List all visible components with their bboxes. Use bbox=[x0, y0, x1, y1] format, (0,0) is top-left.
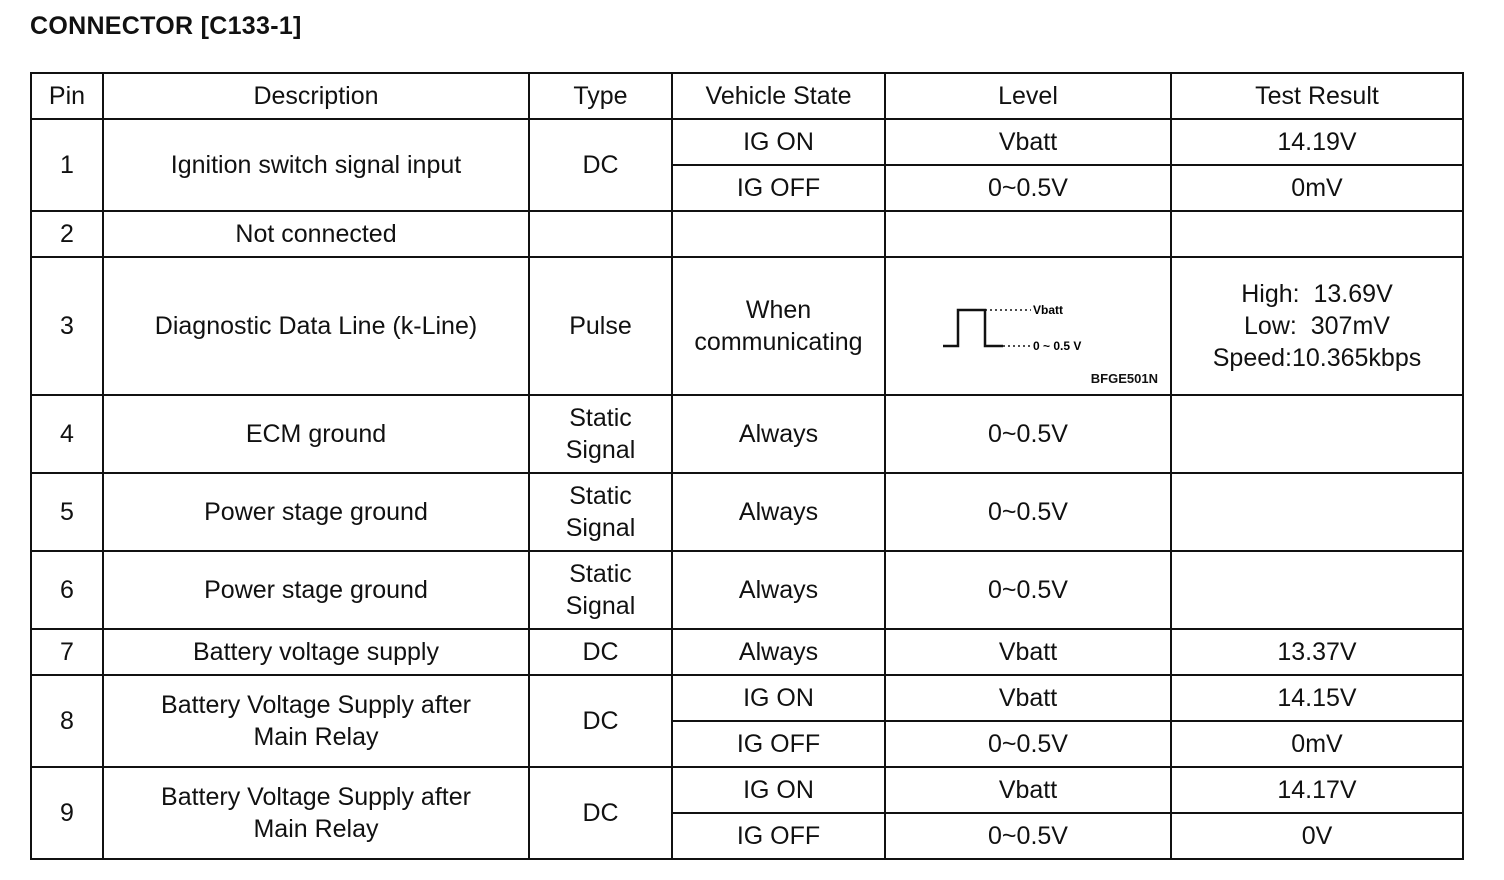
test-result-line: Low: 307mV bbox=[1244, 312, 1390, 340]
type-cell: DC bbox=[529, 675, 672, 767]
type-line: Static bbox=[569, 560, 632, 588]
vehicle-state-cell: IG OFF bbox=[672, 813, 885, 859]
type-line: Static bbox=[569, 482, 632, 510]
pin-cell: 9 bbox=[31, 767, 103, 859]
test-result-cell bbox=[1171, 211, 1463, 257]
description-line: Main Relay bbox=[253, 723, 379, 751]
vehicle-state-cell: Always bbox=[672, 629, 885, 675]
description-cell: Not connected bbox=[103, 211, 529, 257]
description-line: Main Relay bbox=[253, 815, 379, 843]
header-vehicle-state: Vehicle State bbox=[672, 73, 885, 119]
table-row bbox=[31, 675, 1463, 721]
vehicle-state-line: When bbox=[745, 296, 812, 324]
vehicle-state-cell: IG ON bbox=[672, 675, 885, 721]
test-result-cell: 14.17V bbox=[1171, 767, 1463, 813]
test-result-cell: 0mV bbox=[1171, 165, 1463, 211]
pulse-waveform-line bbox=[943, 310, 1003, 346]
level-cell: Vbatt bbox=[885, 629, 1171, 675]
pin-cell: 1 bbox=[31, 119, 103, 211]
table-row bbox=[31, 629, 1463, 675]
type-cell bbox=[529, 395, 672, 473]
level-cell: 0~0.5V bbox=[885, 473, 1171, 551]
level-cell: 0~0.5V bbox=[885, 813, 1171, 859]
table-row bbox=[31, 767, 1463, 813]
pin-cell: 7 bbox=[31, 629, 103, 675]
level-cell: Vbatt bbox=[885, 119, 1171, 165]
level-cell: 0~0.5V bbox=[885, 165, 1171, 211]
test-result-cell bbox=[1171, 473, 1463, 551]
pulse-waveform-diagram bbox=[933, 286, 1123, 366]
type-cell bbox=[529, 473, 672, 551]
table-row bbox=[31, 395, 1463, 473]
test-result-line: High: 13.69V bbox=[1241, 280, 1393, 308]
type-cell bbox=[529, 211, 672, 257]
vehicle-state-cell: IG ON bbox=[672, 119, 885, 165]
level-cell: Vbatt bbox=[885, 767, 1171, 813]
vehicle-state-cell: IG OFF bbox=[672, 165, 885, 211]
low-level-label: 0 ~ 0.5 V bbox=[1033, 339, 1082, 353]
test-result-line: Speed:10.365kbps bbox=[1212, 344, 1422, 372]
pin-cell: 3 bbox=[31, 257, 103, 395]
vbatt-label: Vbatt bbox=[1033, 303, 1063, 317]
pin-cell: 5 bbox=[31, 473, 103, 551]
test-result-cell: 0V bbox=[1171, 813, 1463, 859]
description-cell: Power stage ground bbox=[103, 551, 529, 629]
description-cell: ECM ground bbox=[103, 395, 529, 473]
test-result-cell: 13.37V bbox=[1171, 629, 1463, 675]
test-result-cell bbox=[1171, 257, 1463, 395]
description-cell bbox=[103, 767, 529, 859]
page-title: CONNECTOR [C133-1] bbox=[30, 12, 302, 40]
header-level: Level bbox=[885, 73, 1171, 119]
level-cell bbox=[885, 211, 1171, 257]
test-result-cell bbox=[1171, 551, 1463, 629]
figure-code-label: BFGE501N bbox=[1090, 371, 1158, 386]
type-cell: DC bbox=[529, 629, 672, 675]
type-cell bbox=[529, 551, 672, 629]
level-cell: 0~0.5V bbox=[885, 721, 1171, 767]
type-cell: Pulse bbox=[529, 257, 672, 395]
test-result-cell: 0mV bbox=[1171, 721, 1463, 767]
table-row bbox=[31, 473, 1463, 551]
header-test-result: Test Result bbox=[1171, 73, 1463, 119]
pin-cell: 2 bbox=[31, 211, 103, 257]
vehicle-state-cell: IG ON bbox=[672, 767, 885, 813]
description-cell: Ignition switch signal input bbox=[103, 119, 529, 211]
description-cell: Battery voltage supply bbox=[103, 629, 529, 675]
type-line: Signal bbox=[565, 514, 636, 542]
test-result-cell: 14.19V bbox=[1171, 119, 1463, 165]
test-result-cell bbox=[1171, 395, 1463, 473]
vehicle-state-cell: Always bbox=[672, 551, 885, 629]
vehicle-state-cell: Always bbox=[672, 473, 885, 551]
type-line: Signal bbox=[565, 436, 636, 464]
level-waveform-cell bbox=[885, 257, 1171, 395]
header-type: Type bbox=[529, 73, 672, 119]
level-cell: 0~0.5V bbox=[885, 395, 1171, 473]
description-cell bbox=[103, 675, 529, 767]
level-cell: Vbatt bbox=[885, 675, 1171, 721]
type-line: Static bbox=[569, 404, 632, 432]
description-line: Battery Voltage Supply after bbox=[161, 783, 471, 811]
type-cell: DC bbox=[529, 767, 672, 859]
vehicle-state-cell bbox=[672, 257, 885, 395]
table-row bbox=[31, 119, 1463, 165]
vehicle-state-cell: Always bbox=[672, 395, 885, 473]
test-result-cell: 14.15V bbox=[1171, 675, 1463, 721]
type-line: Signal bbox=[565, 592, 636, 620]
table-row bbox=[31, 257, 1463, 395]
vehicle-state-cell: IG OFF bbox=[672, 721, 885, 767]
description-cell: Power stage ground bbox=[103, 473, 529, 551]
header-row bbox=[31, 73, 1463, 119]
level-cell: 0~0.5V bbox=[885, 551, 1171, 629]
description-cell: Diagnostic Data Line (k-Line) bbox=[103, 257, 529, 395]
pin-cell: 6 bbox=[31, 551, 103, 629]
pin-cell: 4 bbox=[31, 395, 103, 473]
header-description: Description bbox=[103, 73, 529, 119]
vehicle-state-cell bbox=[672, 211, 885, 257]
header-pin: Pin bbox=[31, 73, 103, 119]
table-row bbox=[31, 211, 1463, 257]
table-row bbox=[31, 551, 1463, 629]
pin-cell: 8 bbox=[31, 675, 103, 767]
description-line: Battery Voltage Supply after bbox=[161, 691, 471, 719]
connector-table bbox=[30, 72, 1464, 860]
vehicle-state-line: communicating bbox=[694, 328, 863, 356]
type-cell: DC bbox=[529, 119, 672, 211]
